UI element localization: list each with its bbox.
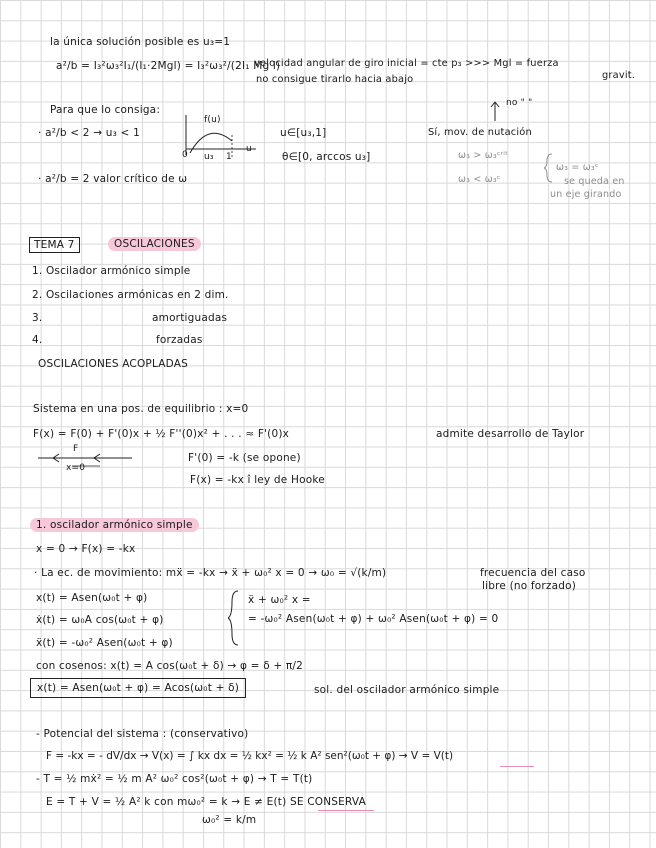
oas-l2-note2: libre (no forzado) xyxy=(482,580,577,592)
gray-note3: ω₃ = ω₃ᶜ xyxy=(556,162,599,173)
oas-r1: ẍ + ω₀² x = xyxy=(248,594,311,606)
tema-item-5: OSCILACIONES ACOPLADAS xyxy=(38,358,188,370)
tema-number: TEMA 7 xyxy=(29,237,80,253)
equilibrium-diagram xyxy=(36,438,136,472)
oas-l6: con cosenos: x(t) = A cos(ω₀t + δ) → φ = δ + π/2 xyxy=(36,660,304,672)
up-arrow-icon xyxy=(490,100,500,122)
pot-l1: F = -kx = - dV/dx → V(x) = ∫ kx dx = ½ kx² = ½ k A² sen²(ω₀t + φ) → V = V(t) xyxy=(46,750,454,762)
equilibrio-line3: F'(0) = -k (se opone) xyxy=(188,452,301,464)
oas-boxed-solution: x(t) = Asen(ω₀t + φ) = Acos(ω₀t + δ) xyxy=(30,678,246,698)
nutation-note: Sí, mov. de nutación xyxy=(428,127,532,138)
oas-boxed xyxy=(30,682,246,694)
intro-eq1-note1: velocidad angular de giro inicial = cte p₃ >>> Mgl = fuerza xyxy=(254,58,559,69)
oas-title-text: 1. oscilador armónico simple xyxy=(30,518,199,532)
diagram-F-label: F xyxy=(73,444,79,454)
para-que-label: Para que lo consiga: xyxy=(50,104,161,116)
tema-item-4-text: forzadas xyxy=(156,334,203,346)
cond1: · a²/b < 2 → u₃ < 1 xyxy=(38,127,140,139)
graph-axis-1: 1 xyxy=(226,152,232,162)
diagram-x0-label: x=0 xyxy=(66,463,86,473)
pot-underline-e xyxy=(318,810,374,811)
oas-l2: · La ec. de movimiento: mẍ = -kx → ẍ + ω₀² x = 0 → ω₀ = √(k/m) xyxy=(34,567,387,579)
intro-line1: la única solución posible es u₃=1 xyxy=(50,36,231,48)
oas-l2-note1: frecuencia del caso xyxy=(480,567,586,579)
tema-item-1: 1. Oscilador armónico simple xyxy=(32,265,191,277)
pot-underline-v xyxy=(500,766,534,767)
tema-title xyxy=(108,238,201,250)
gray-brace-icon xyxy=(544,153,554,183)
equilibrio-line1: Sistema en una pos. de equilibrio : x=0 xyxy=(33,403,249,415)
tema-box xyxy=(29,239,80,251)
equilibrio-line2: F(x) = F(0) + F'(0)x + ½ F''(0)x² + . . . ≈ F'(0)x xyxy=(33,428,290,440)
gray-note4: se queda en xyxy=(564,176,625,187)
graph-axis-0: 0 xyxy=(182,150,188,160)
tema-item-4: 4. xyxy=(32,334,43,346)
tema-item-3: 3. xyxy=(32,312,43,324)
gray-note1: ω₃ > ω₃ᶜʳⁱᵗ xyxy=(458,150,509,161)
oas-l4: ẋ(t) = ω₀A cos(ω₀t + φ) xyxy=(36,614,164,626)
intro-eq1-note2: no consigue tirarlo hacia abajo xyxy=(256,74,414,85)
graph-axis-u3: u₃ xyxy=(204,152,214,162)
intro-eq1-note1b: gravit. xyxy=(602,70,636,81)
pot-title: - Potencial del sistema : (conservativo) xyxy=(36,728,249,740)
pot-l4: ω₀² = k/m xyxy=(202,814,257,826)
tema-item-3-text: amortiguadas xyxy=(152,312,228,324)
oas-boxed-note: sol. del oscilador armónico simple xyxy=(314,684,500,696)
intro-eq1: a²/b = I₃²ω₃²I₁/(I₁·2Mgl) = I₃²ω₃²/(2I₁ Mg l) xyxy=(56,60,281,72)
graph-axis-u: u xyxy=(246,144,252,154)
oas-title xyxy=(30,519,199,531)
gray-note2: ω₃ < ω₃ᶜ xyxy=(458,174,501,185)
pot-l2: - T = ½ mẋ² = ½ m A² ω₀² cos²(ω₀t + φ) → T = T(t) xyxy=(36,773,313,785)
arrow-note: no " " xyxy=(506,98,533,108)
range-u: u∈[u₃,1] xyxy=(280,127,327,139)
gray-note5: un eje girando xyxy=(550,189,622,200)
oas-r2: = -ω₀² Asen(ω₀t + φ) + ω₀² Asen(ω₀t + φ) = 0 xyxy=(248,613,499,625)
graph-label-fu: f(u) xyxy=(204,115,221,125)
oas-l5: ẍ(t) = -ω₀² Asen(ω₀t + φ) xyxy=(36,637,173,649)
oas-l1: x = 0 → F(x) = -kx xyxy=(36,543,136,555)
equilibrio-taylor: admite desarrollo de Taylor xyxy=(436,428,585,440)
equilibrio-line4: F(x) = -kx î ley de Hooke xyxy=(190,474,325,486)
range-theta: θ∈[0, arccos u₃] xyxy=(282,151,371,163)
oas-brace-icon xyxy=(228,590,240,646)
tema-item-2: 2. Oscilaciones armónicas en 2 dim. xyxy=(32,289,229,301)
pot-l3: E = T + V = ½ A² k con mω₀² = k → E ≠ E(t) SE CONSERVA xyxy=(46,796,366,808)
tema-title-text: OSCILACIONES xyxy=(108,237,201,251)
oas-l3: x(t) = Asen(ω₀t + φ) xyxy=(36,592,148,604)
cond2: · a²/b = 2 valor crítico de ω xyxy=(38,173,188,185)
